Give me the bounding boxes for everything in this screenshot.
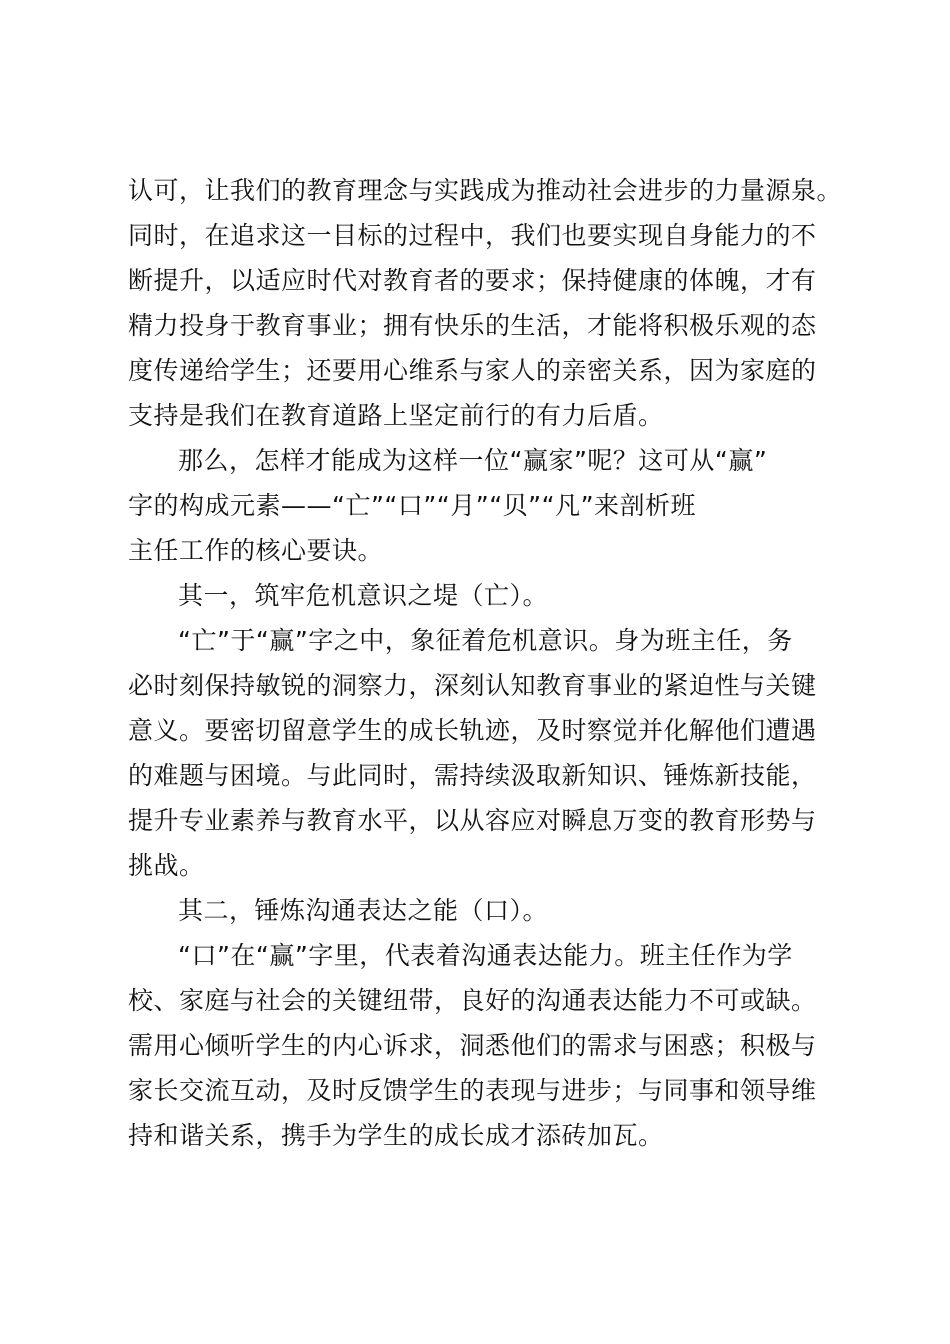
section-heading-1: 其一，筑牢危机意识之堤（亡）。 (178, 581, 549, 610)
section-heading-2: 其二，锤炼沟通表达之能（口）。 (178, 896, 549, 925)
text-line: 认可，让我们的教育理念与实践成为推动社会进步的力量源泉。 (128, 176, 843, 205)
text-line: 度传递给学生；还要用心维系与家人的亲密关系，因为家庭的 (128, 356, 817, 385)
text-line: 同时，在追求这一目标的过程中，我们也要实现自身能力的不 (128, 221, 817, 250)
text-line: 挑战。 (128, 851, 205, 880)
text-line: 意义。要密切留意学生的成长轨迹，及时察觉并化解他们遭遇 (128, 716, 817, 745)
text-line: 字的构成元素——“亡”“口”“月”“贝”“凡”来剖析班 (128, 491, 697, 520)
body-text (128, 168, 843, 1158)
text-line: 校、家庭与社会的关键纽带，良好的沟通表达能力不可或缺。 (128, 986, 817, 1015)
text-line: 提升专业素养与教育水平，以从容应对瞬息万变的教育形势与 (128, 806, 817, 835)
text-line: 主任工作的核心要诀。 (128, 536, 384, 565)
text-line: 持和谐关系，携手为学生的成长成才添砖加瓦。 (128, 1121, 664, 1150)
text-line: 家长交流互动，及时反馈学生的表现与进步；与同事和领导维 (128, 1076, 817, 1105)
paragraph-first-line: “口”在“赢”字里，代表着沟通表达能力。班主任作为学 (178, 941, 793, 970)
text-line: 需用心倾听学生的内心诉求，洞悉他们的需求与困惑；积极与 (128, 1031, 817, 1060)
text-line: 断提升，以适应时代对教育者的要求；保持健康的体魄，才有 (128, 266, 817, 295)
text-line: 必时刻保持敏锐的洞察力，深刻认知教育事业的紧迫性与关键 (128, 671, 817, 700)
text-line: 的难题与困境。与此同时，需持续汲取新知识、锤炼新技能， (128, 761, 817, 790)
paragraph-first-line: “亡”于“赢”字之中，象征着危机意识。身为班主任，务 (178, 626, 793, 655)
text-line: 支持是我们在教育道路上坚定前行的有力后盾。 (128, 401, 664, 430)
paragraph-first-line: 那么，怎样才能成为这样一位“赢家”呢？这可从“赢” (178, 446, 768, 475)
text-line: 精力投身于教育事业；拥有快乐的生活，才能将积极乐观的态 (128, 311, 817, 340)
